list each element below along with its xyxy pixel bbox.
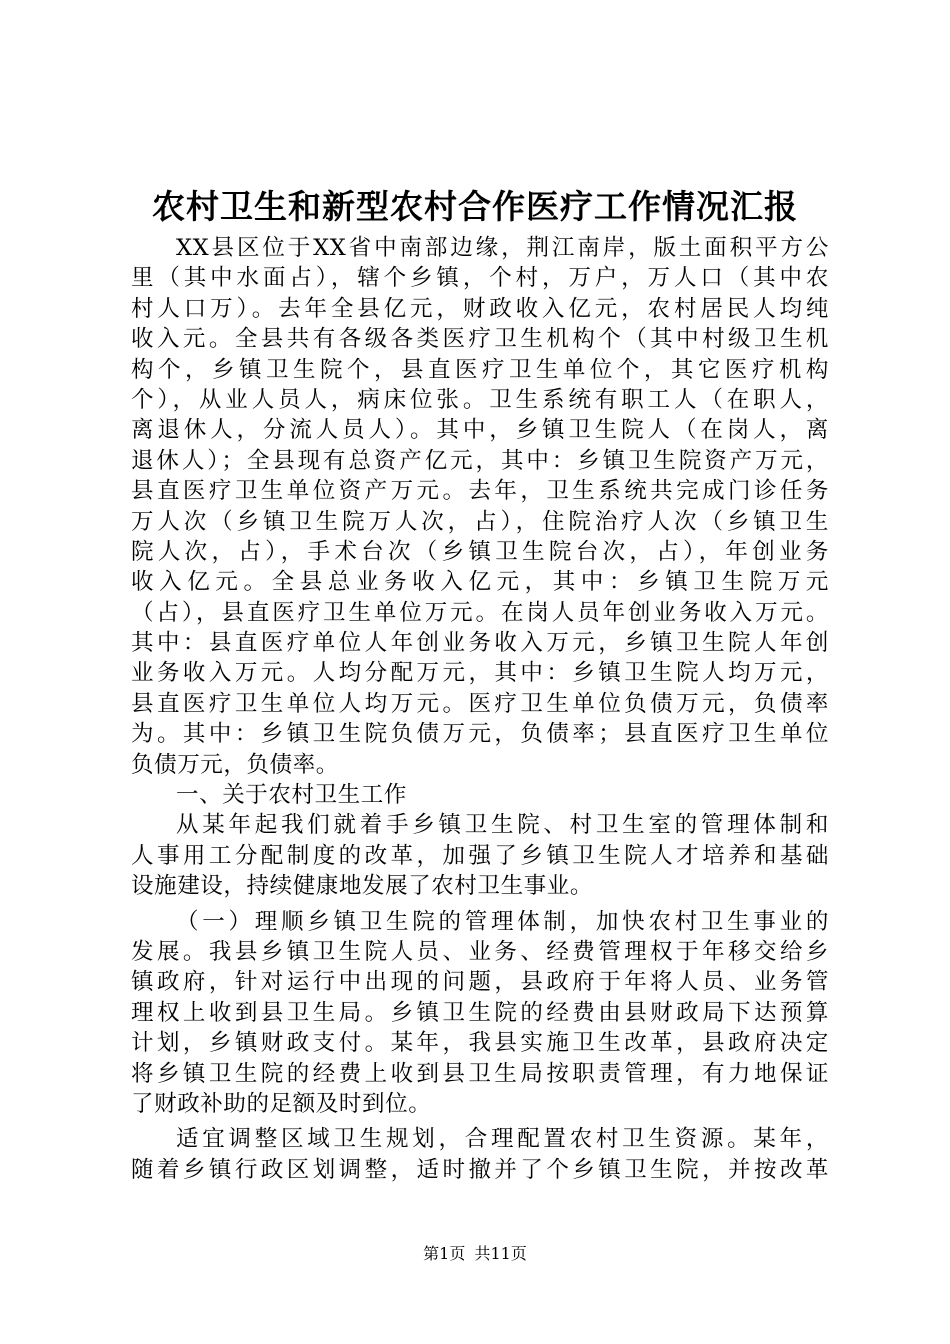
- text-line: 理权上收到县卫生局。乡镇卫生院的经费由县财政局下达预算: [131, 999, 829, 1026]
- paragraph-reform-overview: [131, 810, 829, 901]
- text-line: 万人次（乡镇卫生院万人次，占），住院治疗人次（乡镇卫生: [131, 508, 829, 535]
- text-line: 其中：县直医疗单位人年创业务收入万元，乡镇卫生院人年创: [131, 630, 829, 657]
- section-heading: [131, 780, 829, 810]
- text-line: XX县区位于XX省中南部边缘，荆江南岸，版土面积平方公: [176, 235, 829, 261]
- paragraph-intro: [131, 233, 829, 780]
- document-body: [131, 233, 829, 1185]
- section-heading-text: 一、关于农村卫生工作: [176, 782, 408, 809]
- text-line: 县直医疗卫生单位人均万元。医疗卫生单位负债万元，负债率: [131, 690, 829, 717]
- text-line: 将乡镇卫生院的经费上收到县卫生局按职责管理，有力地保证: [131, 1060, 829, 1087]
- text-line: 设施建设，持续健康地发展了农村卫生事业。: [131, 873, 594, 900]
- text-line: 退休人）；全县现有总资产亿元，其中：乡镇卫生院资产万元，: [131, 447, 829, 474]
- text-line: 业务收入万元。人均分配万元，其中：乡镇卫生院人均万元，: [131, 660, 829, 687]
- paragraph-regional-planning: [131, 1124, 829, 1185]
- text-line: 县直医疗卫生单位资产万元。去年，卫生系统共完成门诊任务: [131, 478, 829, 505]
- text-line: 里（其中水面占），辖个乡镇，个村，万户，万人口（其中农: [131, 265, 829, 292]
- text-line: （占），县直医疗卫生单位万元。在岗人员年创业务收入万元。: [131, 599, 829, 626]
- text-line: 收入亿元。全县总业务收入亿元，其中：乡镇卫生院万元: [131, 569, 829, 596]
- text-line: 个），从业人员人，病床位张。卫生系统有职工人（在职人，: [131, 386, 829, 413]
- text-line: 构个，乡镇卫生院个，县直医疗卫生单位个，其它医疗机构: [131, 356, 829, 383]
- document-title: 农村卫生和新型农村合作医疗工作情况汇报: [152, 187, 798, 226]
- paragraph-management-system: [131, 907, 829, 1120]
- page-footer: [0, 1243, 950, 1265]
- text-line: 从某年起我们就着手乡镇卫生院、村卫生室的管理体制和: [176, 812, 829, 839]
- text-line: 了财政补助的足额及时到位。: [131, 1090, 432, 1117]
- text-line: 镇政府，针对运行中出现的问题，县政府于年将人员、业务管: [131, 969, 829, 996]
- page-total: 共11页: [474, 1244, 527, 1263]
- text-line: 人事用工分配制度的改革，加强了乡镇卫生院人才培养和基础: [131, 842, 829, 869]
- text-line: 收入元。全县共有各级各类医疗卫生机构个（其中村级卫生机: [131, 326, 829, 353]
- page-number: 第1页: [423, 1244, 466, 1263]
- text-line: 负债万元，负债率。: [131, 751, 339, 778]
- text-line: 院人次，占），手术台次（乡镇卫生院台次，占），年创业务: [131, 538, 829, 565]
- text-line: 适宜调整区域卫生规划，合理配置农村卫生资源。某年，: [176, 1126, 829, 1153]
- text-line: 计划，乡镇财政支付。某年，我县实施卫生改革，县政府决定: [131, 1030, 829, 1057]
- text-line: 随着乡镇行政区划调整，适时撤并了个乡镇卫生院，并按改革: [131, 1156, 829, 1183]
- text-line: 离退休人，分流人员人）。其中，乡镇卫生院人（在岗人，离: [131, 417, 829, 444]
- text-line: （一）理顺乡镇卫生院的管理体制，加快农村卫生事业的: [176, 908, 829, 935]
- text-line: 为。其中：乡镇卫生院负债万元，负债率；县直医疗卫生单位: [131, 721, 829, 748]
- text-line: 村人口万）。去年全县亿元，财政收入亿元，农村居民人均纯: [131, 295, 829, 322]
- text-line: 发展。我县乡镇卫生院人员、业务、经费管理权于年移交给乡: [131, 938, 829, 965]
